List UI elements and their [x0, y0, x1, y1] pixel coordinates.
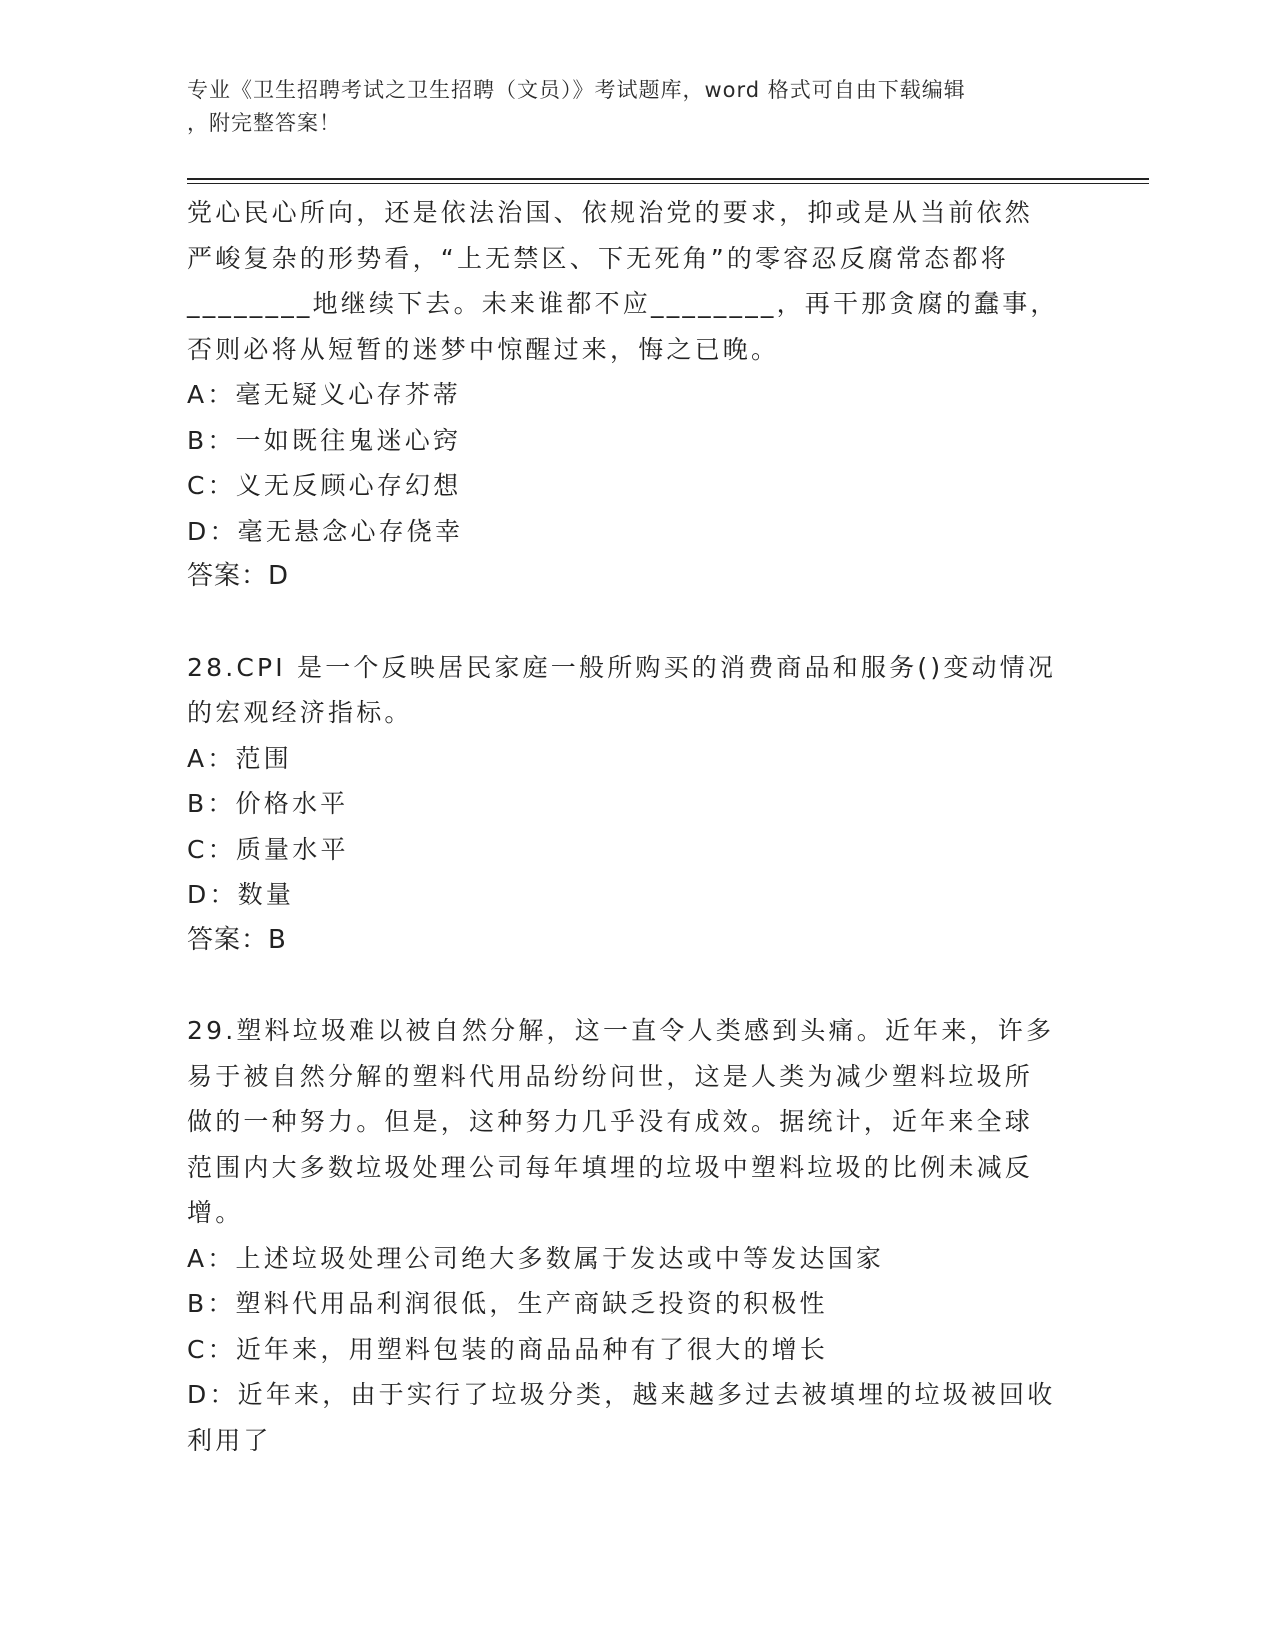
option-c: C：近年来，用塑料包装的商品品种有了很大的增长	[187, 1334, 829, 1364]
question-text-line: 否则必将从短暂的迷梦中惊醒过来，悔之已晚。	[187, 334, 780, 364]
header-line: ，附完整答案！	[187, 111, 341, 135]
question-27	[187, 190, 1087, 600]
spacer	[187, 600, 1087, 645]
option-b: B：塑料代用品利润很低，生产商缺乏投资的积极性	[187, 1289, 828, 1318]
page-header	[187, 74, 1057, 140]
option-b: B：价格水平	[187, 789, 349, 818]
option-a: A：范围	[187, 743, 292, 773]
question-text-line: 增。	[187, 1198, 244, 1227]
answer: 答案：D	[187, 561, 290, 591]
question-text-line: 的宏观经济指标。	[187, 698, 413, 727]
answer: 答案：B	[187, 924, 287, 955]
question-text-line: 严峻复杂的形势看，“上无禁区、下无死角”的零容忍反腐常态都将	[187, 243, 1009, 273]
option-d-continued: 利用了	[187, 1425, 272, 1455]
question-text-line: 28.CPI 是一个反映居民家庭一般所购买的消费商品和服务()变动情况	[187, 652, 1057, 682]
question-28	[187, 645, 1087, 964]
option-a: A：毫无疑义心存芥蒂	[187, 380, 462, 409]
header-rule	[187, 183, 1149, 184]
header-line: 专业《卫生招聘考试之卫生招聘（文员）》考试题库，word 格式可自由下载编辑	[187, 78, 966, 102]
question-text-line: 党心民心所向，还是依法治国、依规治党的要求，抑或是从当前依然	[187, 198, 1034, 227]
question-list	[187, 190, 1087, 1463]
question-text-line: ________地继续下去。未来谁都不应________，再干那贪腐的蠢事，	[187, 289, 1059, 318]
option-b: B：一如既往鬼迷心窍	[187, 425, 462, 455]
question-29	[187, 1008, 1087, 1463]
option-d: D：数量	[187, 880, 295, 909]
option-a: A：上述垃圾处理公司绝大多数属于发达或中等发达国家	[187, 1243, 885, 1273]
question-text-line: 29.塑料垃圾难以被自然分解，这一直令人类感到头痛。近年来，许多	[187, 1016, 1055, 1045]
question-text-line: 做的一种努力。但是，这种努力几乎没有成效。据统计，近年来全球	[187, 1107, 1034, 1136]
option-c: C：质量水平	[187, 834, 349, 864]
question-text-line: 范围内大多数垃圾处理公司每年填埋的垃圾中塑料垃圾的比例未减反	[187, 1152, 1034, 1182]
question-text-line: 易于被自然分解的塑料代用品纷纷问世，这是人类为减少塑料垃圾所	[187, 1061, 1034, 1091]
option-c: C：义无反顾心存幻想	[187, 471, 462, 500]
header-rule	[187, 178, 1149, 180]
option-d: D：毫无悬念心存侥幸	[187, 516, 464, 546]
option-d: D：近年来，由于实行了垃圾分类，越来越多过去被填埋的垃圾被回收	[187, 1380, 1056, 1409]
spacer	[187, 963, 1087, 1008]
